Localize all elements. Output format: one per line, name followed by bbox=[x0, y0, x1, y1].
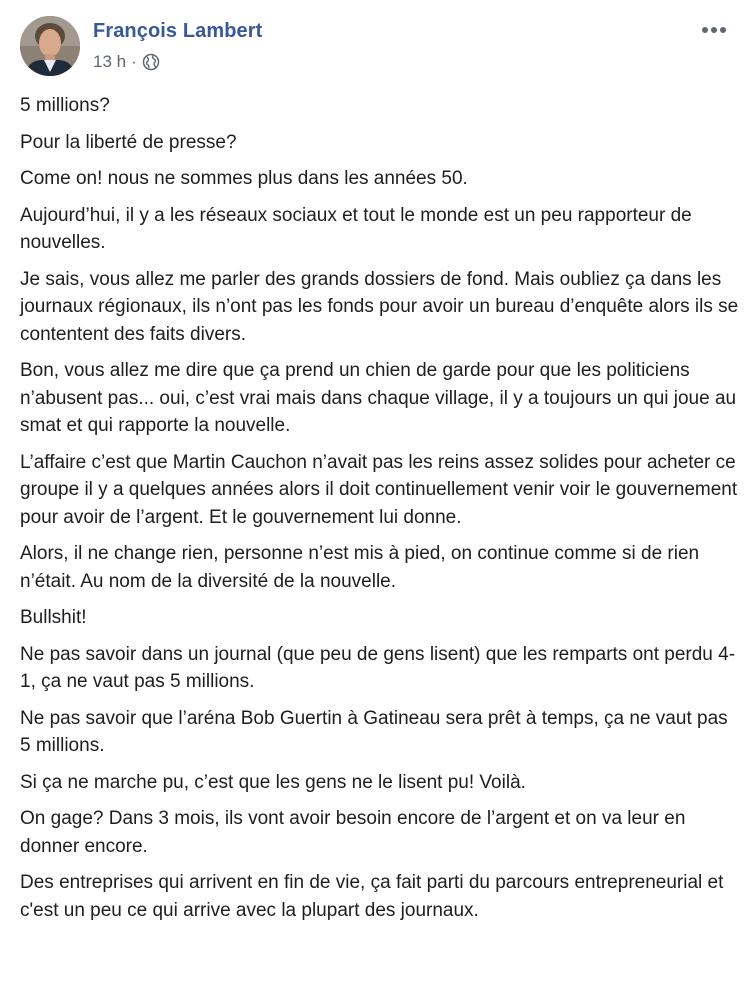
post-paragraph: Ne pas savoir que l’aréna Bob Guertin à Gatineau sera prêt à temps, ça ne vaut pas 5 millions. bbox=[20, 707, 728, 756]
post-paragraph: Je sais, vous allez me parler des grands dossiers de fond. Mais oubliez ça dans les journaux régionaux, ils n’ont pas les fonds pour avoir un bureau d’enquête alors ils se contentent des faits divers. bbox=[20, 268, 739, 345]
post-paragraph: Aujourd’hui, il y a les réseaux sociaux et tout le monde est un peu rapporteur de nouvelles. bbox=[20, 204, 692, 253]
post-paragraph: L’affaire c’est que Martin Cauchon n’avait pas les reins assez solides pour acheter ce groupe il y a quelques années alors il doit continuellement venir voir le gouvernement pour avoir de l’argent. Et le gouvernement lui donne. bbox=[20, 451, 738, 528]
globe-icon[interactable] bbox=[142, 53, 160, 71]
timestamp-link[interactable]: 13 h bbox=[93, 52, 127, 71]
post-paragraph: Bullshit! bbox=[20, 607, 87, 628]
post-body bbox=[20, 92, 742, 933]
post-meta bbox=[93, 52, 160, 72]
post-header bbox=[20, 16, 732, 78]
author-name-link[interactable]: François Lambert bbox=[93, 20, 263, 42]
post-paragraph: Pour la liberté de presse? bbox=[20, 131, 237, 153]
post-paragraph: Bon, vous allez me dire que ça prend un chien de garde pour que les politiciens n’abusent pas... oui, c’est vrai mais dans chaque village, il y a toujours un qui joue au smat et qui rapporte la nouvelle. bbox=[20, 360, 737, 436]
post-paragraph: Des entreprises qui arrivent en fin de vie, ça fait parti du parcours entrepreneurial et c'est un peu ce qui arrive avec la plupart des journaux. bbox=[20, 872, 724, 921]
post-paragraph: Come on! nous ne sommes plus dans les années 50. bbox=[20, 168, 468, 189]
avatar-image bbox=[20, 16, 80, 76]
post-paragraph: On gage? Dans 3 mois, ils vont avoir besoin encore de l’argent et on va leur en donner encore. bbox=[20, 808, 686, 857]
avatar[interactable] bbox=[20, 16, 80, 76]
more-options-button[interactable] bbox=[696, 18, 732, 42]
post-paragraph: Si ça ne marche pu, c’est que les gens ne le lisent pu! Voilà. bbox=[20, 771, 526, 793]
meta-separator: · bbox=[131, 52, 137, 71]
more-horizontal-icon bbox=[701, 26, 727, 34]
post-paragraph: 5 millions? bbox=[20, 95, 110, 116]
post-paragraph: Ne pas savoir dans un journal (que peu de gens lisent) que les remparts ont perdu 4-1, ça ne vaut pas 5 millions. bbox=[20, 643, 736, 692]
post-paragraph: Alors, il ne change rien, personne n’est mis à pied, on continue comme si de rien n’était. Au nom de la diversité de la nouvelle. bbox=[20, 543, 700, 592]
